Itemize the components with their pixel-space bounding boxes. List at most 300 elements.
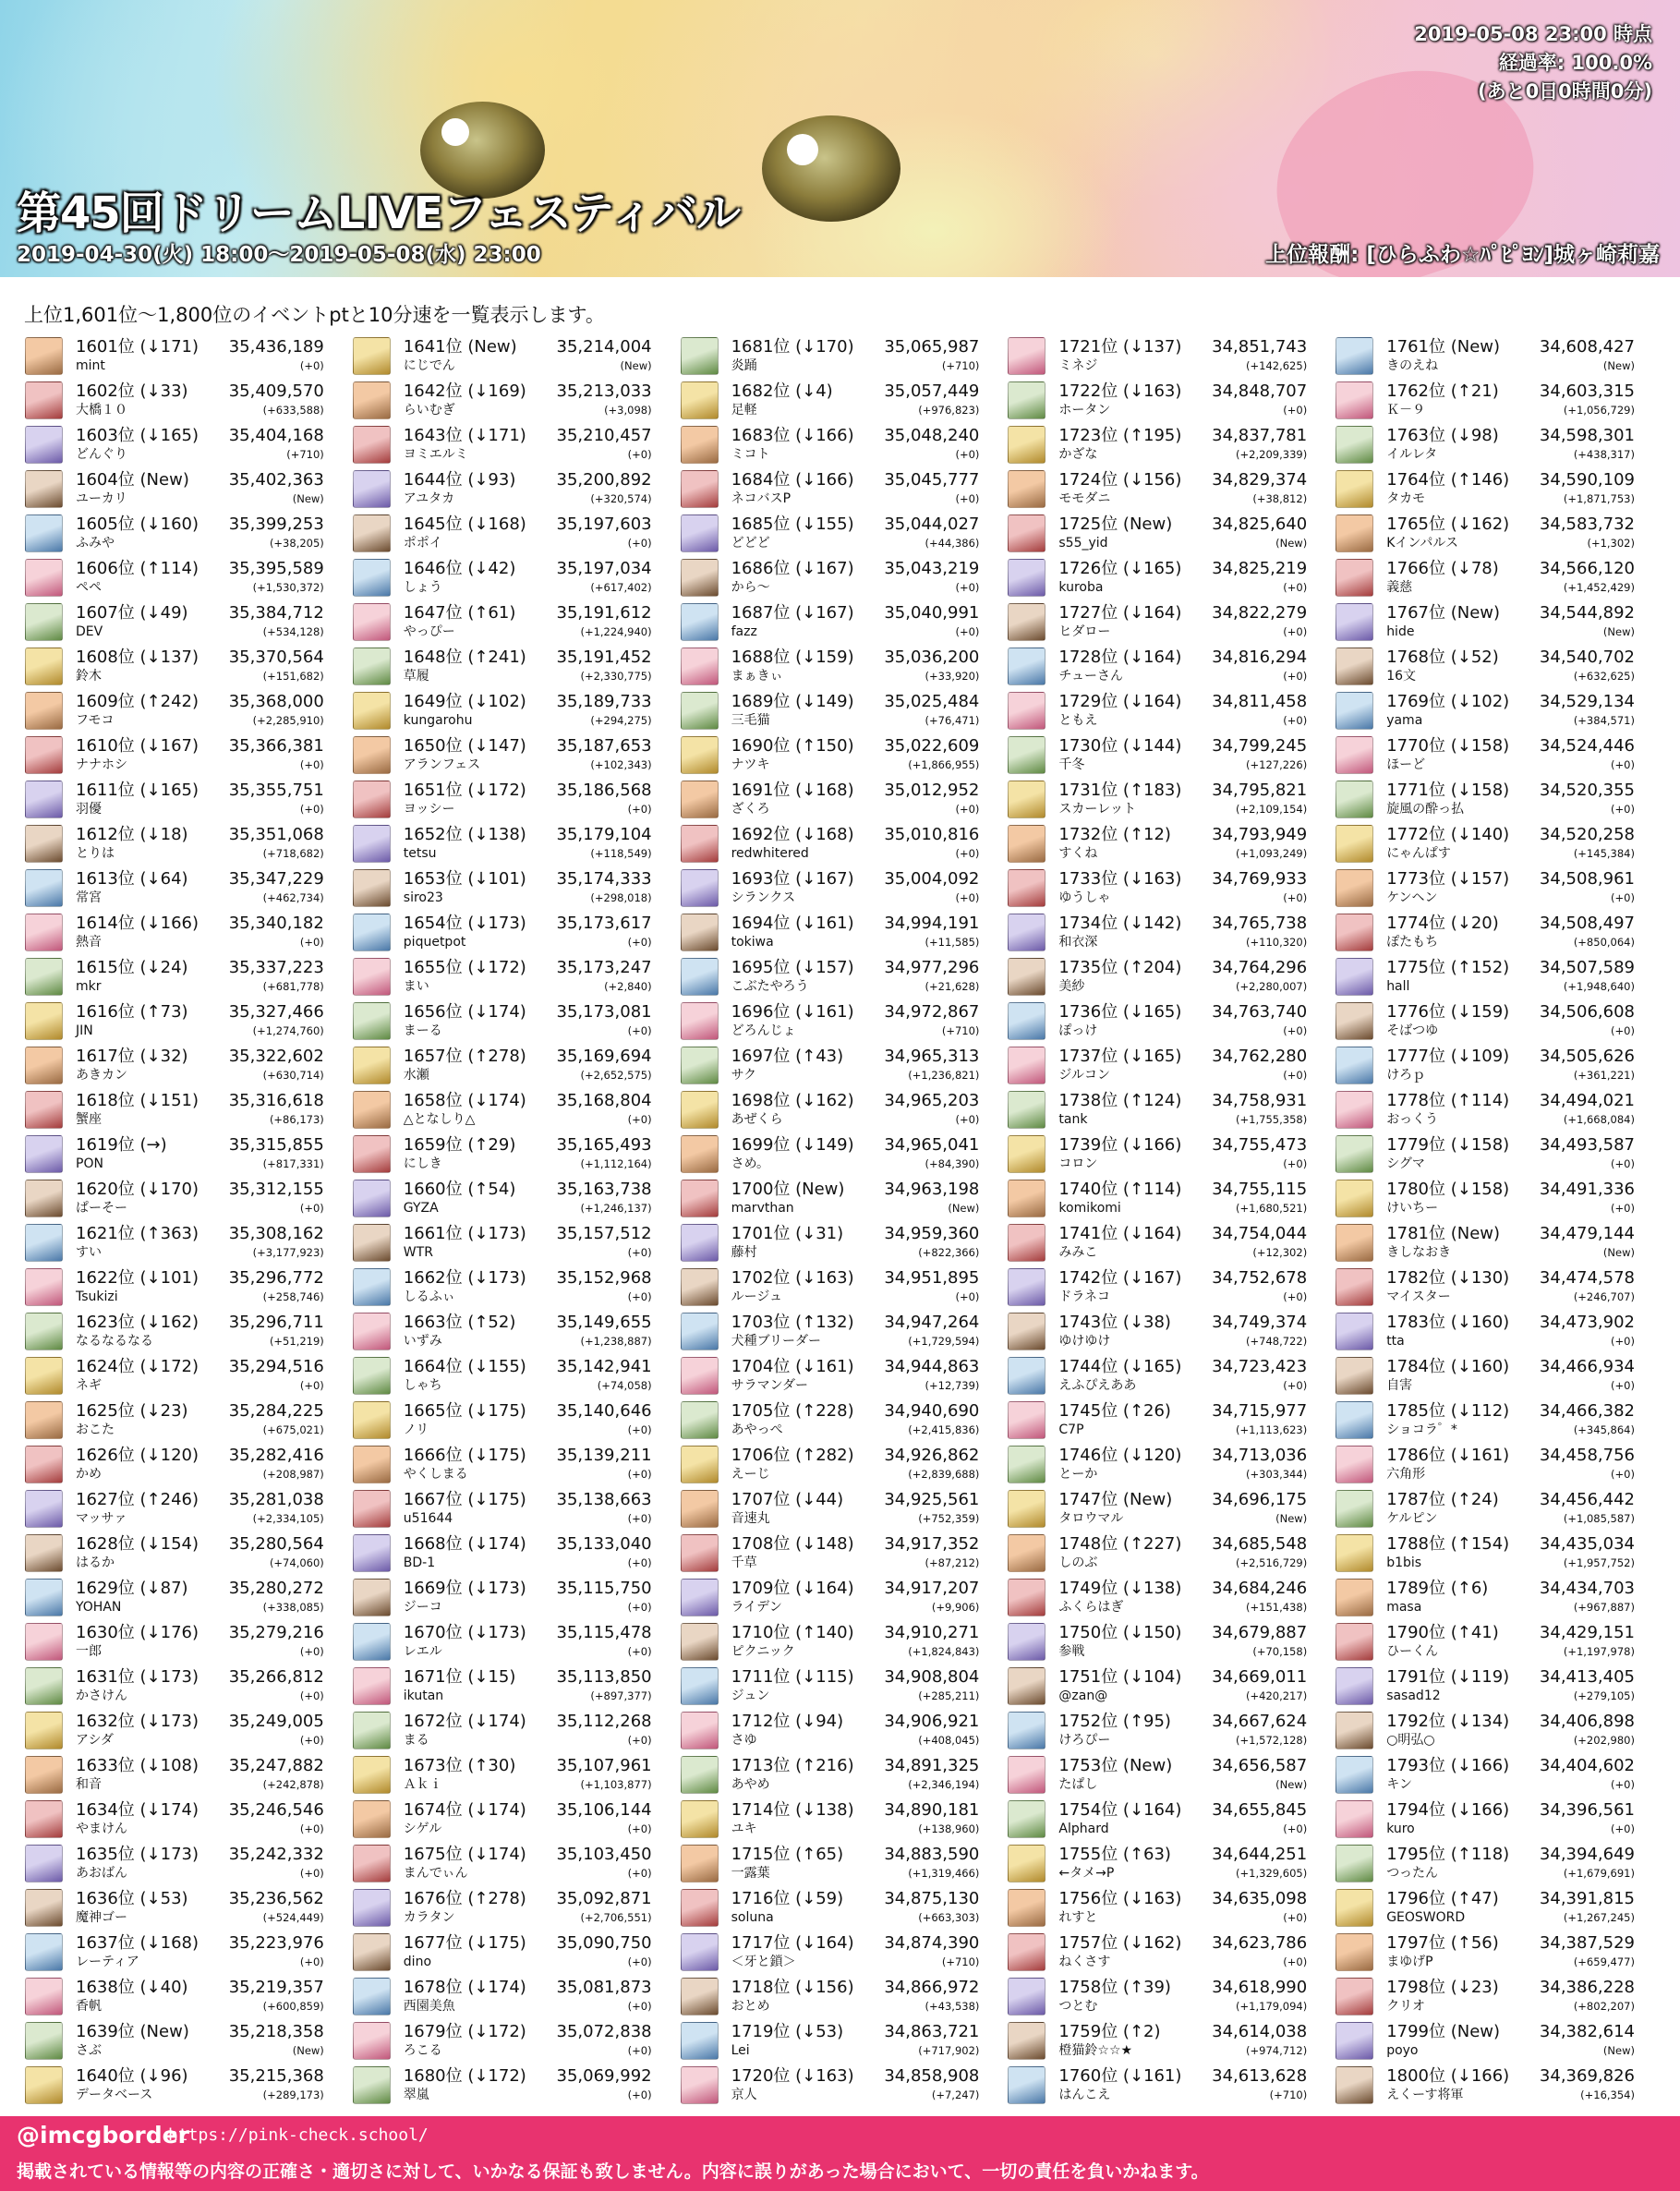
points-text: 34,507,589	[1539, 958, 1635, 977]
idol-avatar	[1336, 2066, 1373, 2104]
ranking-entry	[679, 1842, 1005, 1886]
idol-avatar	[681, 1446, 719, 1483]
producer-name: 魔神ゴー	[76, 1910, 127, 1925]
rank-text: 1769位 (↓102)	[1386, 692, 1510, 711]
points-text: 35,399,253	[228, 514, 324, 534]
ranking-entry	[679, 1620, 1005, 1664]
idol-avatar	[681, 648, 719, 685]
producer-name: かめ	[76, 1467, 102, 1482]
ten-minute-speed: (+86,173)	[269, 1113, 324, 1126]
producer-name: 16文	[1386, 669, 1417, 684]
ten-minute-speed: (+1,329,605)	[1236, 1867, 1308, 1880]
ten-minute-speed: (+0)	[1283, 1024, 1308, 1037]
idol-avatar	[681, 1978, 719, 2015]
points-text: 34,520,355	[1539, 781, 1635, 800]
idol-avatar	[1008, 1933, 1045, 1971]
ranking-entry	[679, 2019, 1005, 2064]
points-text: 35,247,882	[228, 1756, 324, 1775]
producer-name: にゃんぱす	[1386, 846, 1451, 861]
ranking-entry	[679, 1088, 1005, 1132]
idol-avatar	[25, 1579, 63, 1616]
ranking-entry	[1334, 379, 1660, 423]
points-text: 34,544,892	[1539, 603, 1635, 623]
producer-name: ざくろ	[731, 802, 770, 817]
points-text: 35,281,038	[228, 1490, 324, 1509]
idol-avatar	[1008, 1623, 1045, 1661]
rank-text: 1775位 (↑152)	[1386, 958, 1510, 977]
ranking-entry	[1334, 423, 1660, 467]
producer-name: こぶたやろう	[731, 979, 809, 994]
ranking-entry	[1334, 2064, 1660, 2108]
idol-avatar	[681, 914, 719, 951]
ten-minute-speed: (+51,219)	[269, 1335, 324, 1348]
rank-text: 1728位 (↓164)	[1058, 648, 1182, 667]
rank-text: 1755位 (↑63)	[1058, 1845, 1171, 1864]
rank-text: 1750位 (↓150)	[1058, 1623, 1182, 1642]
ranking-entry	[351, 1132, 677, 1177]
points-text: 34,603,315	[1539, 381, 1635, 401]
rank-text: 1768位 (↓52)	[1386, 648, 1499, 667]
ten-minute-speed: (+1,267,245)	[1563, 1911, 1635, 1924]
rank-text: 1717位 (↓164)	[731, 1933, 854, 1953]
producer-name: YOHAN	[76, 1600, 122, 1615]
rank-text: 1789位 (↑6)	[1386, 1579, 1489, 1598]
points-text: 34,382,614	[1539, 2022, 1635, 2041]
points-text: 35,115,478	[556, 1623, 652, 1642]
rank-text: 1740位 (↑114)	[1058, 1180, 1182, 1199]
rank-text: 1686位 (↓167)	[731, 559, 854, 578]
producer-name: あおばん	[76, 1866, 127, 1881]
idol-avatar	[1336, 426, 1373, 464]
ten-minute-speed: (+0)	[627, 803, 652, 816]
points-text: 34,696,175	[1212, 1490, 1308, 1509]
ranking-entry	[679, 1354, 1005, 1398]
idol-avatar	[681, 825, 719, 863]
idol-avatar	[25, 958, 63, 996]
ten-minute-speed: (+0)	[955, 847, 980, 860]
ten-minute-speed: (+0)	[627, 1290, 652, 1303]
ranking-entry	[679, 1798, 1005, 1842]
site-link[interactable]: https://pink-check.school/	[168, 2125, 429, 2145]
producer-name: 参戦	[1058, 1644, 1085, 1659]
ranking-entry	[351, 911, 677, 955]
idol-avatar	[681, 958, 719, 996]
idol-avatar	[1336, 381, 1373, 419]
idol-avatar	[353, 1180, 391, 1217]
rank-text: 1746位 (↓120)	[1058, 1446, 1182, 1465]
ranking-entry	[351, 1088, 677, 1132]
ten-minute-speed: (+3,098)	[604, 404, 652, 417]
producer-name: JIN	[76, 1023, 93, 1038]
producer-name: アシダ	[76, 1733, 114, 1748]
producer-name: 水瀬	[403, 1068, 429, 1083]
producer-name: らいむぎ	[403, 403, 455, 418]
ten-minute-speed: (+630,714)	[262, 1069, 324, 1082]
idol-avatar	[681, 1800, 719, 1838]
ranking-entry	[23, 2019, 349, 2064]
points-text: 34,944,863	[884, 1357, 980, 1376]
rank-text: 1666位 (↓175)	[403, 1446, 526, 1465]
ten-minute-speed: (+384,571)	[1573, 714, 1635, 727]
producer-name: モモダニ	[1058, 491, 1111, 506]
producer-name: サク	[731, 1068, 757, 1083]
producer-name: ←タメ→P	[1058, 1866, 1115, 1881]
idol-avatar	[1008, 1446, 1045, 1483]
ranking-entry	[23, 1177, 349, 1221]
ten-minute-speed: (+0)	[1611, 1157, 1635, 1170]
rank-text: 1614位 (↓166)	[76, 914, 199, 933]
idol-avatar	[681, 1889, 719, 1927]
ten-minute-speed: (+0)	[955, 891, 980, 904]
ranking-entry	[1334, 1310, 1660, 1354]
rank-text: 1620位 (↓170)	[76, 1180, 199, 1199]
rank-text: 1773位 (↓157)	[1386, 869, 1510, 889]
points-text: 34,684,246	[1212, 1579, 1308, 1598]
ten-minute-speed: (+850,064)	[1573, 936, 1635, 949]
rank-text: 1653位 (↓101)	[403, 869, 526, 889]
rank-text: 1703位 (↑132)	[731, 1313, 854, 1332]
rank-text: 1652位 (↓138)	[403, 825, 526, 844]
points-text: 34,848,707	[1212, 381, 1308, 401]
ten-minute-speed: (+0)	[1283, 1822, 1308, 1835]
producer-name: どんぐり	[76, 447, 127, 462]
rank-text: 1670位 (↓173)	[403, 1623, 526, 1642]
points-text: 34,825,640	[1212, 514, 1308, 534]
points-text: 35,040,991	[884, 603, 980, 623]
idol-avatar	[1336, 1401, 1373, 1439]
points-text: 34,816,294	[1212, 648, 1308, 667]
producer-name: まる	[403, 1733, 429, 1748]
ranking-entry	[679, 1443, 1005, 1487]
ranking-entry	[351, 1886, 677, 1931]
points-text: 35,139,211	[556, 1446, 652, 1465]
ranking-entry	[1006, 1221, 1332, 1265]
points-text: 34,566,120	[1539, 559, 1635, 578]
idol-avatar	[25, 1933, 63, 1971]
producer-name: yama	[1386, 713, 1423, 728]
ranking-entry	[1006, 2019, 1332, 2064]
rank-text: 1629位 (↓87)	[76, 1579, 188, 1598]
producer-name: kungarohu	[403, 713, 473, 728]
points-text: 35,004,092	[884, 869, 980, 889]
ranking-entry	[679, 1709, 1005, 1753]
idol-avatar	[25, 781, 63, 818]
rank-text: 1742位 (↓167)	[1058, 1268, 1182, 1288]
ranking-entry	[23, 689, 349, 733]
idol-avatar	[1336, 1800, 1373, 1838]
producer-name: かざな	[1058, 447, 1098, 462]
idol-avatar	[1008, 1534, 1045, 1572]
rank-text: 1714位 (↓138)	[731, 1800, 854, 1820]
producer-name: 一郎	[76, 1644, 102, 1659]
ten-minute-speed: (+0)	[299, 1689, 324, 1702]
ten-minute-speed: (+524,449)	[262, 1911, 324, 1924]
rank-text: 1627位 (↑246)	[76, 1490, 199, 1509]
rank-text: 1690位 (↑150)	[731, 736, 854, 756]
idol-avatar	[1336, 1579, 1373, 1616]
ten-minute-speed: (+208,987)	[262, 1468, 324, 1481]
ten-minute-speed: (+0)	[627, 1113, 652, 1126]
ten-minute-speed: (+0)	[1611, 803, 1635, 816]
points-text: 35,157,512	[556, 1224, 652, 1243]
producer-name: ヒダロー	[1058, 624, 1111, 639]
idol-avatar	[353, 470, 391, 508]
ten-minute-speed: (+675,021)	[262, 1423, 324, 1436]
ten-minute-speed: (+0)	[1611, 891, 1635, 904]
rank-text: 1731位 (↑183)	[1058, 781, 1182, 800]
rank-text: 1659位 (↑29)	[403, 1135, 516, 1155]
ranking-entry	[1006, 1265, 1332, 1310]
rank-text: 1648位 (↑241)	[403, 648, 526, 667]
points-text: 35,069,992	[556, 2066, 652, 2086]
points-text: 35,395,589	[228, 559, 324, 578]
ten-minute-speed: (+0)	[627, 1246, 652, 1259]
producer-name: Ａｋｉ	[403, 1777, 442, 1792]
points-text: 34,655,845	[1212, 1800, 1308, 1820]
idol-avatar	[353, 869, 391, 907]
points-text: 34,434,703	[1539, 1579, 1635, 1598]
points-text: 34,669,011	[1212, 1667, 1308, 1687]
ten-minute-speed: (New)	[292, 2044, 324, 2057]
ten-minute-speed: (+0)	[1611, 1379, 1635, 1392]
ranking-entry	[351, 822, 677, 866]
ranking-entry	[351, 1398, 677, 1443]
ranking-entry	[1334, 467, 1660, 512]
points-text: 34,947,264	[884, 1313, 980, 1332]
rank-text: 1782位 (↓130)	[1386, 1268, 1510, 1288]
idol-avatar	[25, 2066, 63, 2104]
ranking-entry	[1334, 334, 1660, 379]
idol-avatar	[1008, 1002, 1045, 1040]
rank-text: 1616位 (↑73)	[76, 1002, 188, 1022]
ten-minute-speed: (+0)	[1611, 1335, 1635, 1348]
producer-name: poyo	[1386, 2043, 1419, 2058]
ranking-entry	[1006, 866, 1332, 911]
producer-name: えーじ	[731, 1467, 770, 1482]
producer-name: ミコト	[731, 447, 770, 462]
producer-name: ネギ	[76, 1378, 102, 1393]
producer-name: Tsukizi	[76, 1289, 118, 1304]
rank-text: 1761位 (New)	[1386, 337, 1501, 357]
rank-text: 1744位 (↓165)	[1058, 1357, 1182, 1376]
producer-name: hall	[1386, 979, 1410, 994]
ranking-entry	[23, 1310, 349, 1354]
points-text: 35,010,816	[884, 825, 980, 844]
points-text: 35,384,712	[228, 603, 324, 623]
rank-text: 1624位 (↓172)	[76, 1357, 199, 1376]
producer-name: 橙猫鈴☆☆★	[1058, 2043, 1133, 2058]
points-text: 35,169,694	[556, 1047, 652, 1066]
ranking-entry	[679, 1398, 1005, 1443]
idol-avatar	[1008, 1180, 1045, 1217]
rank-text: 1632位 (↓173)	[76, 1712, 199, 1731]
ranking-entry	[1334, 1842, 1660, 1886]
ten-minute-speed: (+1,085,587)	[1563, 1512, 1635, 1525]
ranking-entry	[679, 334, 1005, 379]
points-text: 34,769,933	[1212, 869, 1308, 889]
producer-name: sasad12	[1386, 1689, 1441, 1703]
idol-avatar	[681, 1623, 719, 1661]
ten-minute-speed: (+1,274,760)	[252, 1024, 324, 1037]
ten-minute-speed: (+897,377)	[590, 1689, 652, 1702]
ranking-entry	[679, 1931, 1005, 1975]
ten-minute-speed: (+0)	[299, 1867, 324, 1880]
producer-name: 大橋１０	[76, 403, 127, 418]
ten-minute-speed: (+0)	[1283, 670, 1308, 683]
ranking-entry	[1006, 1088, 1332, 1132]
producer-name: ナツキ	[731, 757, 770, 772]
rank-text: 1676位 (↑278)	[403, 1889, 526, 1908]
ranking-entry	[23, 2064, 349, 2108]
producer-name: ぱーそー	[76, 1201, 127, 1216]
ten-minute-speed: (+2,839,688)	[908, 1468, 980, 1481]
producer-name: ノリ	[403, 1422, 429, 1437]
ranking-entry	[23, 334, 349, 379]
idol-avatar	[353, 1712, 391, 1749]
ranking-entry	[679, 1886, 1005, 1931]
rank-text: 1788位 (↑154)	[1386, 1534, 1510, 1554]
points-text: 35,174,333	[556, 869, 652, 889]
points-text: 34,494,021	[1539, 1091, 1635, 1110]
ten-minute-speed: (+110,320)	[1246, 936, 1308, 949]
ranking-entry	[1006, 1531, 1332, 1576]
ten-minute-speed: (+142,625)	[1246, 359, 1308, 372]
points-text: 34,793,949	[1212, 825, 1308, 844]
points-text: 34,908,804	[884, 1667, 980, 1687]
idol-avatar	[353, 1889, 391, 1927]
idol-avatar	[353, 603, 391, 641]
ten-minute-speed: (+70,158)	[1252, 1645, 1308, 1658]
ten-minute-speed: (+2,840)	[604, 980, 652, 993]
ten-minute-speed: (+2,516,729)	[1236, 1556, 1308, 1569]
producer-name: ぽたもち	[1386, 935, 1439, 950]
idol-avatar	[1336, 1135, 1373, 1173]
points-text: 34,406,898	[1539, 1712, 1635, 1731]
points-text: 34,764,296	[1212, 958, 1308, 977]
ten-minute-speed: (+7,247)	[931, 2088, 980, 2101]
ranking-entry	[679, 1487, 1005, 1531]
ten-minute-speed: (+462,734)	[262, 891, 324, 904]
ranking-entry	[23, 999, 349, 1044]
rank-text: 1751位 (↓104)	[1058, 1667, 1182, 1687]
points-text: 35,200,892	[556, 470, 652, 490]
ranking-entry	[351, 866, 677, 911]
idol-avatar	[353, 1756, 391, 1794]
points-text: 34,713,036	[1212, 1446, 1308, 1465]
points-text: 35,409,570	[228, 381, 324, 401]
rank-text: 1736位 (↓165)	[1058, 1002, 1182, 1022]
ten-minute-speed: (+43,538)	[925, 2000, 980, 2013]
points-text: 35,366,381	[228, 736, 324, 756]
rank-text: 1706位 (↑282)	[731, 1446, 854, 1465]
points-text: 35,173,247	[556, 958, 652, 977]
points-text: 35,112,268	[556, 1712, 652, 1731]
producer-name: PON	[76, 1156, 103, 1171]
rank-text: 1733位 (↓163)	[1058, 869, 1182, 889]
producer-name: @zan@	[1058, 1689, 1108, 1703]
ten-minute-speed: (+1,179,094)	[1236, 2000, 1308, 2013]
ranking-entry	[351, 512, 677, 556]
producer-name: 羽優	[76, 802, 102, 817]
ranking-entry	[23, 1221, 349, 1265]
ranking-entry	[679, 1975, 1005, 2019]
rank-text: 1762位 (↑21)	[1386, 381, 1499, 401]
ten-minute-speed: (+0)	[299, 1822, 324, 1835]
points-text: 35,168,804	[556, 1091, 652, 1110]
producer-name: dino	[403, 1955, 432, 1969]
rank-text: 1747位 (New)	[1058, 1490, 1173, 1509]
producer-name: 六角形	[1386, 1467, 1426, 1482]
rank-text: 1730位 (↓144)	[1058, 736, 1182, 756]
points-text: 34,656,587	[1212, 1756, 1308, 1775]
ten-minute-speed: (+534,128)	[262, 625, 324, 638]
producer-name: DEV	[76, 624, 103, 639]
ten-minute-speed: (+303,344)	[1246, 1468, 1308, 1481]
ten-minute-speed: (+0)	[955, 1113, 980, 1126]
idol-avatar	[353, 559, 391, 597]
idol-avatar	[353, 1490, 391, 1528]
rank-text: 1758位 (↑39)	[1058, 1978, 1171, 1997]
ten-minute-speed: (+0)	[1283, 1379, 1308, 1392]
producer-name: ケンヘン	[1386, 890, 1438, 905]
rank-text: 1656位 (↓174)	[403, 1002, 526, 1022]
ranking-entry	[1334, 999, 1660, 1044]
ten-minute-speed: (New)	[1275, 537, 1308, 550]
points-text: 34,863,721	[884, 2022, 980, 2041]
rank-text: 1663位 (↑52)	[403, 1313, 516, 1332]
ten-minute-speed: (+294,275)	[590, 714, 652, 727]
producer-name: ろこる	[403, 2043, 442, 2058]
ranking-entry	[23, 911, 349, 955]
points-text: 35,072,838	[556, 2022, 652, 2041]
ten-minute-speed: (+279,105)	[1573, 1689, 1635, 1702]
twitter-handle[interactable]: @imcgborder	[17, 2122, 189, 2149]
rank-text: 1709位 (↓164)	[731, 1579, 854, 1598]
producer-name: まい	[403, 979, 429, 994]
idol-avatar	[25, 426, 63, 464]
producer-name: すい	[76, 1245, 102, 1260]
points-text: 34,906,921	[884, 1712, 980, 1731]
ten-minute-speed: (+258,746)	[262, 1290, 324, 1303]
ten-minute-speed: (New)	[948, 1202, 980, 1215]
rank-text: 1774位 (↓20)	[1386, 914, 1499, 933]
ranking-entry	[351, 955, 677, 999]
ten-minute-speed: (+38,812)	[1252, 492, 1308, 505]
ranking-entry	[1334, 1443, 1660, 1487]
rank-text: 1745位 (↑26)	[1058, 1401, 1171, 1421]
producer-name: ルージュ	[731, 1289, 783, 1304]
ranking-entry	[1334, 556, 1660, 600]
idol-avatar	[353, 825, 391, 863]
rank-text: 1645位 (↓168)	[403, 514, 526, 534]
points-text: 35,165,493	[556, 1135, 652, 1155]
rank-text: 1713位 (↑216)	[731, 1756, 854, 1775]
rank-text: 1781位 (New)	[1386, 1224, 1501, 1243]
rank-text: 1757位 (↓162)	[1058, 1933, 1182, 1953]
producer-name: u51644	[403, 1511, 453, 1526]
rank-text: 1640位 (↓96)	[76, 2066, 188, 2086]
idol-avatar	[1008, 1357, 1045, 1395]
rank-text: 1673位 (↑30)	[403, 1756, 516, 1775]
idol-avatar	[353, 514, 391, 552]
idol-avatar	[25, 1313, 63, 1350]
producer-name: まゆげP	[1386, 1955, 1433, 1969]
producer-name: ＜牙と鎖＞	[731, 1955, 796, 1969]
idol-avatar	[1008, 1224, 1045, 1262]
ten-minute-speed: (+710)	[941, 1024, 980, 1037]
points-text: 34,837,781	[1212, 426, 1308, 445]
ten-minute-speed: (+118,549)	[590, 847, 652, 860]
